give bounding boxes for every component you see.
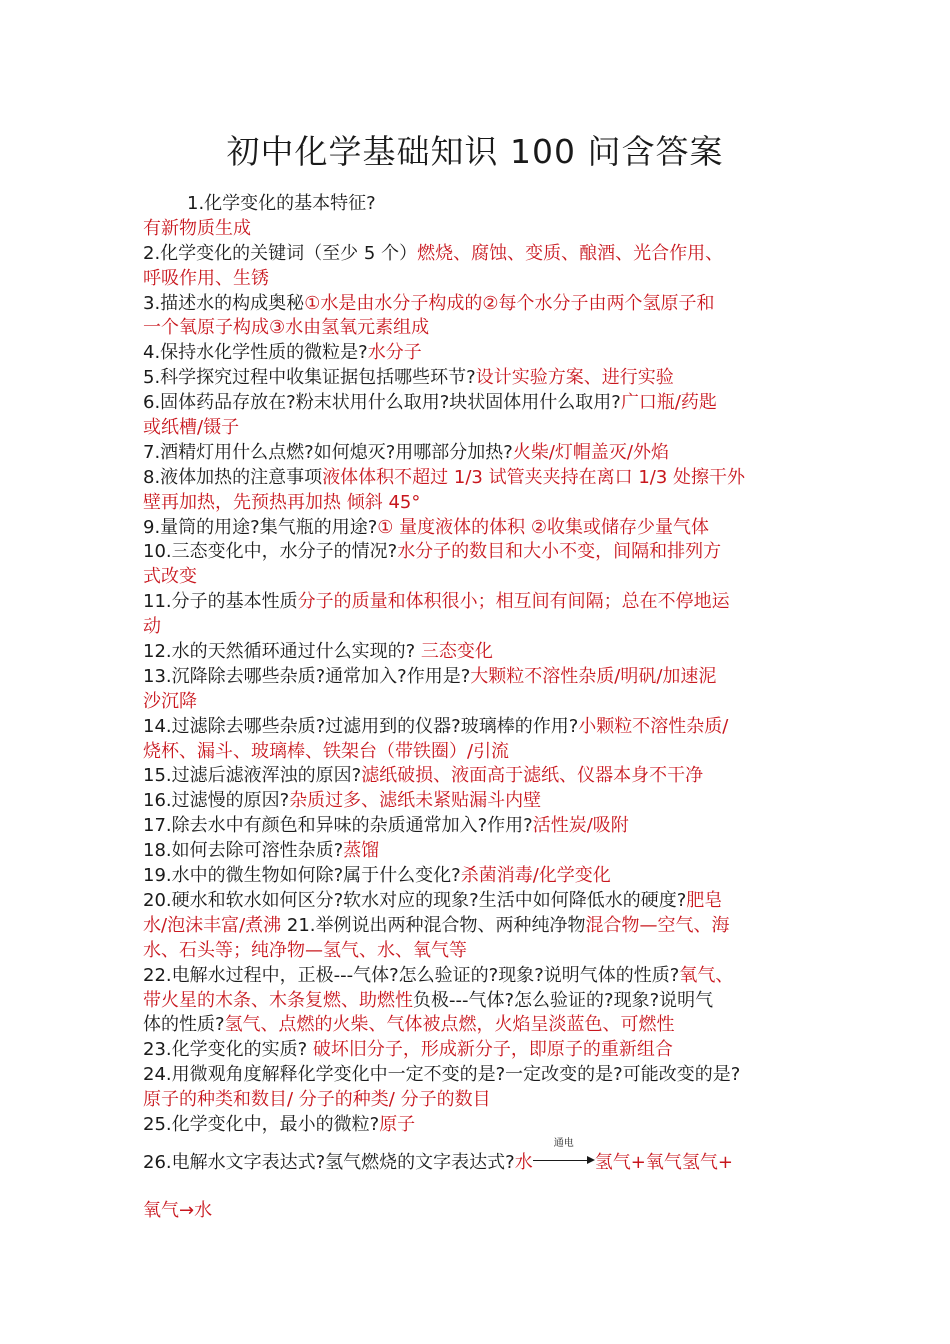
answer-text: 活性炭/吸附 xyxy=(532,815,629,837)
qa-line xyxy=(143,267,823,292)
qa-line xyxy=(143,839,823,864)
answer-text: 大颗粒不溶性杂质/明矾/加速泥 xyxy=(470,665,717,687)
question-text: 体的性质? xyxy=(143,1014,225,1036)
qa-line xyxy=(143,341,823,366)
answer-text: 水/泡沫丰富/煮沸 xyxy=(143,914,282,936)
answer-text: 小颗粒不溶性杂质/ xyxy=(578,715,729,737)
question-text: 14.过滤除去哪些杂质?过滤用到的仪器?玻璃棒的作用? xyxy=(143,715,579,737)
qa-line xyxy=(143,989,823,1014)
answer-text: 水、石头等；纯净物—氢气、水、氧气等 xyxy=(143,939,467,961)
answer-text: ①水是由水分子构成的②每个水分子由两个氢原子和 xyxy=(304,292,715,314)
qa-line xyxy=(143,1113,823,1138)
question-text: 4.保持水化学性质的微粒是? xyxy=(143,342,368,364)
qa-line xyxy=(143,715,823,740)
qa-line xyxy=(143,391,823,416)
answer-text: 动 xyxy=(143,616,161,638)
question-text: 9.量筒的用途?集气瓶的用途? xyxy=(143,516,378,538)
question-text: 1.化学变化的基本特征? xyxy=(187,193,376,214)
qa-list xyxy=(143,192,823,1224)
answer-text: 壁再加热，先预热再加热 倾斜 45° xyxy=(143,491,421,513)
question-text: 3.描述水的构成奥秘 xyxy=(143,292,305,314)
qa-line xyxy=(143,441,823,466)
question-text: 15.过滤后滤液浑浊的原因? xyxy=(143,765,362,787)
answer-text: 原子 xyxy=(379,1113,416,1135)
answer-text: 肥皂 xyxy=(686,889,723,911)
answer-text: 烧杯、漏斗、玻璃棒、铁架台（带铁圈）/引流 xyxy=(143,740,510,762)
answer-text: 原子的种类和数目/ 分子的种类/ 分子的数目 xyxy=(143,1089,491,1111)
question-text: 24.用微观角度解释化学变化中一定不变的是?一定改变的是?可能改变的是? xyxy=(143,1064,741,1086)
answer-text: 水分子 xyxy=(367,342,422,364)
qa-line xyxy=(143,565,823,590)
qa-line xyxy=(143,789,823,814)
qa-line xyxy=(143,491,823,516)
answer-text: 式改变 xyxy=(143,566,197,588)
answer-text: 氧气、 xyxy=(679,964,734,986)
answer-text: 破坏旧分子，形成新分子，即原子的重新组合 xyxy=(312,1039,673,1061)
answer-text: 燃烧、腐蚀、变质、酿酒、光合作用、 xyxy=(417,242,724,264)
question-text: 19.水中的微生物如何除?属于什么变化? xyxy=(143,865,461,887)
answer-text: 广口瓶/药匙 xyxy=(620,392,717,414)
question-text: 2.化学变化的关键词（至少 5 个） xyxy=(143,242,418,264)
answer-text: 液体体积不超过 1/3 试管夹夹持在离口 1/3 处擦干外 xyxy=(322,466,746,488)
qa-line xyxy=(143,665,823,690)
qa-line xyxy=(143,964,823,989)
qa-line xyxy=(143,1038,823,1063)
answer-text: 设计实验方案、进行实验 xyxy=(475,367,674,389)
qa-line xyxy=(143,217,823,242)
answer-text: 氢气、点燃的火柴、气体被点燃，火焰呈淡蓝色、可燃性 xyxy=(224,1014,675,1036)
answer-text: 沙沉降 xyxy=(143,690,197,712)
answer-text: 杀菌消毒/化学变化 xyxy=(460,865,611,887)
question-text: 16.过滤慢的原因? xyxy=(143,790,290,812)
qa-line xyxy=(143,1088,823,1113)
qa-line xyxy=(143,640,823,665)
question-text: 11.分子的基本性质 xyxy=(143,591,298,613)
answer-text: 分子的质量和体积很小；相互间有间隔；总在不停地运 xyxy=(297,591,730,613)
answer-text: 带火星的木条、木条复燃、助燃性 xyxy=(143,989,413,1011)
qa-line xyxy=(143,690,823,715)
reaction-arrow-icon xyxy=(533,1137,595,1170)
answer-text: 滤纸破损、液面高于滤纸、仪器本身不干净 xyxy=(361,765,704,787)
qa-line xyxy=(143,540,823,565)
qa-line xyxy=(143,864,823,889)
qa-line xyxy=(143,516,823,541)
answer-text: 火柴/灯帽盖灭/外焰 xyxy=(512,441,669,463)
answer-text: 有新物质生成 xyxy=(143,217,251,239)
qa-line xyxy=(143,939,823,964)
question-text: 10.三态变化中，水分子的情况? xyxy=(143,541,398,563)
qa-line xyxy=(143,242,823,267)
qa-line xyxy=(143,590,823,615)
question-text: 23.化学变化的实质? xyxy=(143,1039,313,1061)
qa-line xyxy=(143,764,823,789)
answer-text: 呼吸作用、生锈 xyxy=(143,267,269,289)
question-text: 25.化学变化中，最小的微粒? xyxy=(143,1113,380,1135)
question-text: 21.举例说出两种混合物、两种纯净物 xyxy=(281,914,586,936)
question-text: 17.除去水中有颜色和异味的杂质通常加入?作用? xyxy=(143,815,533,837)
question-text: 13.沉降除去哪些杂质?通常加入?作用是? xyxy=(143,665,471,687)
qa-line xyxy=(143,889,823,914)
reaction-condition: 通电 xyxy=(553,1137,574,1149)
answer-text: 杂质过多、滤纸未紧贴漏斗内壁 xyxy=(289,790,542,812)
answer-text: 氢气+氧气氢气+ xyxy=(594,1151,733,1173)
qa-line xyxy=(143,316,823,341)
qa-line xyxy=(143,814,823,839)
answer-text: 或纸槽/镊子 xyxy=(143,417,240,439)
qa-line xyxy=(143,914,823,939)
answer-text: 氧气→水 xyxy=(143,1199,213,1221)
answer-text: 蒸馏 xyxy=(343,840,380,862)
page-title: 初中化学基础知识 100 问含答案 xyxy=(226,132,724,171)
answer-text: 一个氧原子构成③水由氢氧元素组成 xyxy=(143,317,430,339)
qa-line xyxy=(143,466,823,491)
question-text: 5.科学探究过程中收集证据包括哪些环节? xyxy=(143,367,476,389)
qa-line xyxy=(143,416,823,441)
answer-text: ① 量度液体的体积 ②收集或储存少量气体 xyxy=(377,516,709,538)
answer-text: 水分子的数目和大小不变，间隔和排列方 xyxy=(397,541,722,563)
qa-line xyxy=(143,1137,823,1175)
qa-line xyxy=(143,1199,823,1224)
question-text: 26.电解水文字表达式?氢气燃烧的文字表达式? xyxy=(143,1151,515,1173)
question-text: 22.电解水过程中，正极---气体?怎么验证的?现象?说明气体的性质? xyxy=(143,964,680,986)
qa-line xyxy=(143,366,823,391)
question-text: 20.硬水和软水如何区分?软水对应的现象?生活中如何降低水的硬度? xyxy=(143,889,687,911)
question-text: 6.固体药品存放在?粉末状用什么取用?块状固体用什么取用? xyxy=(143,392,621,414)
qa-line xyxy=(143,192,823,217)
question-text: 8.液体加热的注意事项 xyxy=(143,466,323,488)
question-text: 7.酒精灯用什么点燃?如何熄灭?用哪部分加热? xyxy=(143,441,513,463)
qa-line xyxy=(143,615,823,640)
question-text: 负极---气体?怎么验证的?现象?说明气 xyxy=(413,989,714,1011)
qa-line xyxy=(143,740,823,765)
question-text: 12.水的天然循环通过什么实现的? xyxy=(143,641,421,663)
qa-line xyxy=(143,292,823,317)
answer-text: 三态变化 xyxy=(420,641,493,663)
answer-text: 水 xyxy=(514,1151,533,1173)
qa-line xyxy=(143,1063,823,1088)
qa-line xyxy=(143,1013,823,1038)
answer-text: 混合物—空气、海 xyxy=(585,914,730,936)
question-text: 18.如何去除可溶性杂质? xyxy=(143,840,344,862)
